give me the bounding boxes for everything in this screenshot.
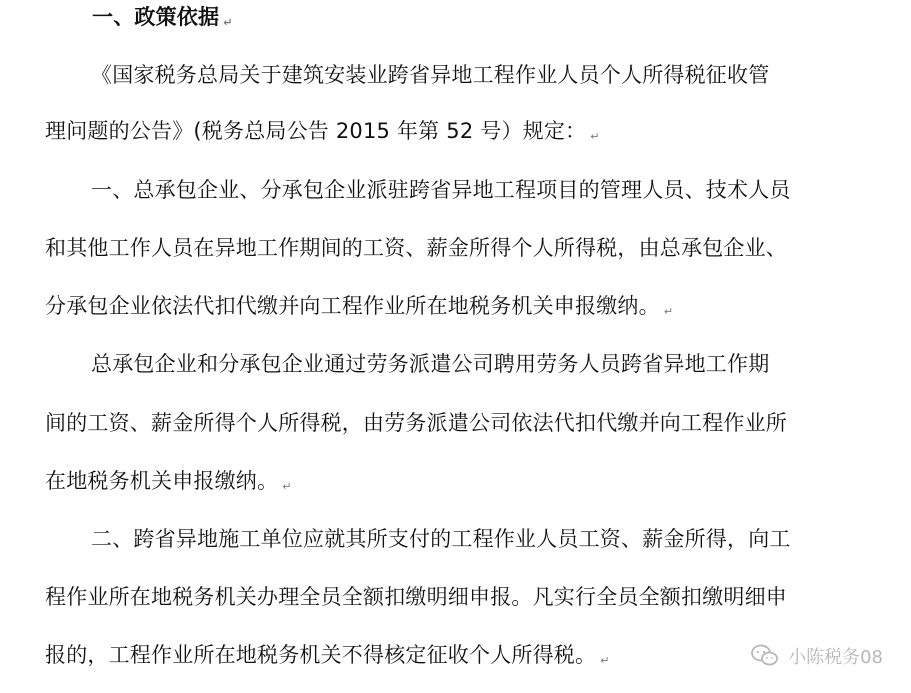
paragraph-4-line-1 <box>91 524 791 554</box>
paragraph-2-line-2 <box>45 233 787 263</box>
paragraph-mark: ↵ <box>590 130 600 143</box>
paragraph-mark: ↵ <box>223 16 233 29</box>
section-heading <box>92 2 233 32</box>
paragraph-4-line-3 <box>45 640 610 670</box>
paragraph-text: 在地税务机关申报缴纳。 <box>45 469 279 493</box>
paragraph-2-line-1 <box>91 175 791 205</box>
paragraph-mark: ↵ <box>600 654 610 667</box>
paragraph-text: 理问题的公告》(税务总局公告 2015 年第 52 号）规定： <box>45 119 587 143</box>
paragraph-text: 一、总承包企业、分承包企业派驻跨省异地工程项目的管理人员、技术人员 <box>91 178 791 202</box>
watermark-text: 小陈税务08 <box>788 647 883 668</box>
paragraph-1-line-1 <box>91 60 769 90</box>
paragraph-text: 和其他工作人员在异地工作期间的工资、薪金所得个人所得税，由总承包企业、 <box>45 236 787 260</box>
paragraph-text: 二、跨省异地施工单位应就其所支付的工程作业人员工资、薪金所得，向工 <box>91 527 791 551</box>
paragraph-3-line-3 <box>45 466 292 496</box>
paragraph-text: 报的，工程作业所在地税务机关不得核定征收个人所得税。 <box>45 643 597 667</box>
paragraph-text: 分承包企业依法代扣代缴并向工程作业所在地税务机关申报缴纳。 <box>45 294 660 318</box>
paragraph-2-line-3 <box>45 291 673 321</box>
wechat-icon <box>750 644 780 668</box>
paragraph-text: 《国家税务总局关于建筑安装业跨省异地工程作业人员个人所得税征收管 <box>91 63 770 87</box>
paragraph-mark: ↵ <box>282 480 292 493</box>
paragraph-mark: ↵ <box>663 305 674 318</box>
paragraph-3-line-2 <box>45 408 787 438</box>
paragraph-4-line-2 <box>45 582 787 612</box>
paragraph-text: 程作业所在地税务机关办理全员全额扣缴明细申报。凡实行全员全额扣缴明细申 <box>45 585 787 609</box>
paragraph-1-line-2 <box>45 116 600 146</box>
paragraph-text: 间的工资、薪金所得个人所得税，由劳务派遣公司依法代扣代缴并向工程作业所 <box>45 411 787 435</box>
paragraph-text: 总承包企业和分承包企业通过劳务派遣公司聘用劳务人员跨省异地工作期 <box>91 352 770 376</box>
watermark <box>750 643 883 669</box>
section-heading-text: 一、政策依据 <box>92 5 220 29</box>
paragraph-3-line-1 <box>91 349 769 379</box>
